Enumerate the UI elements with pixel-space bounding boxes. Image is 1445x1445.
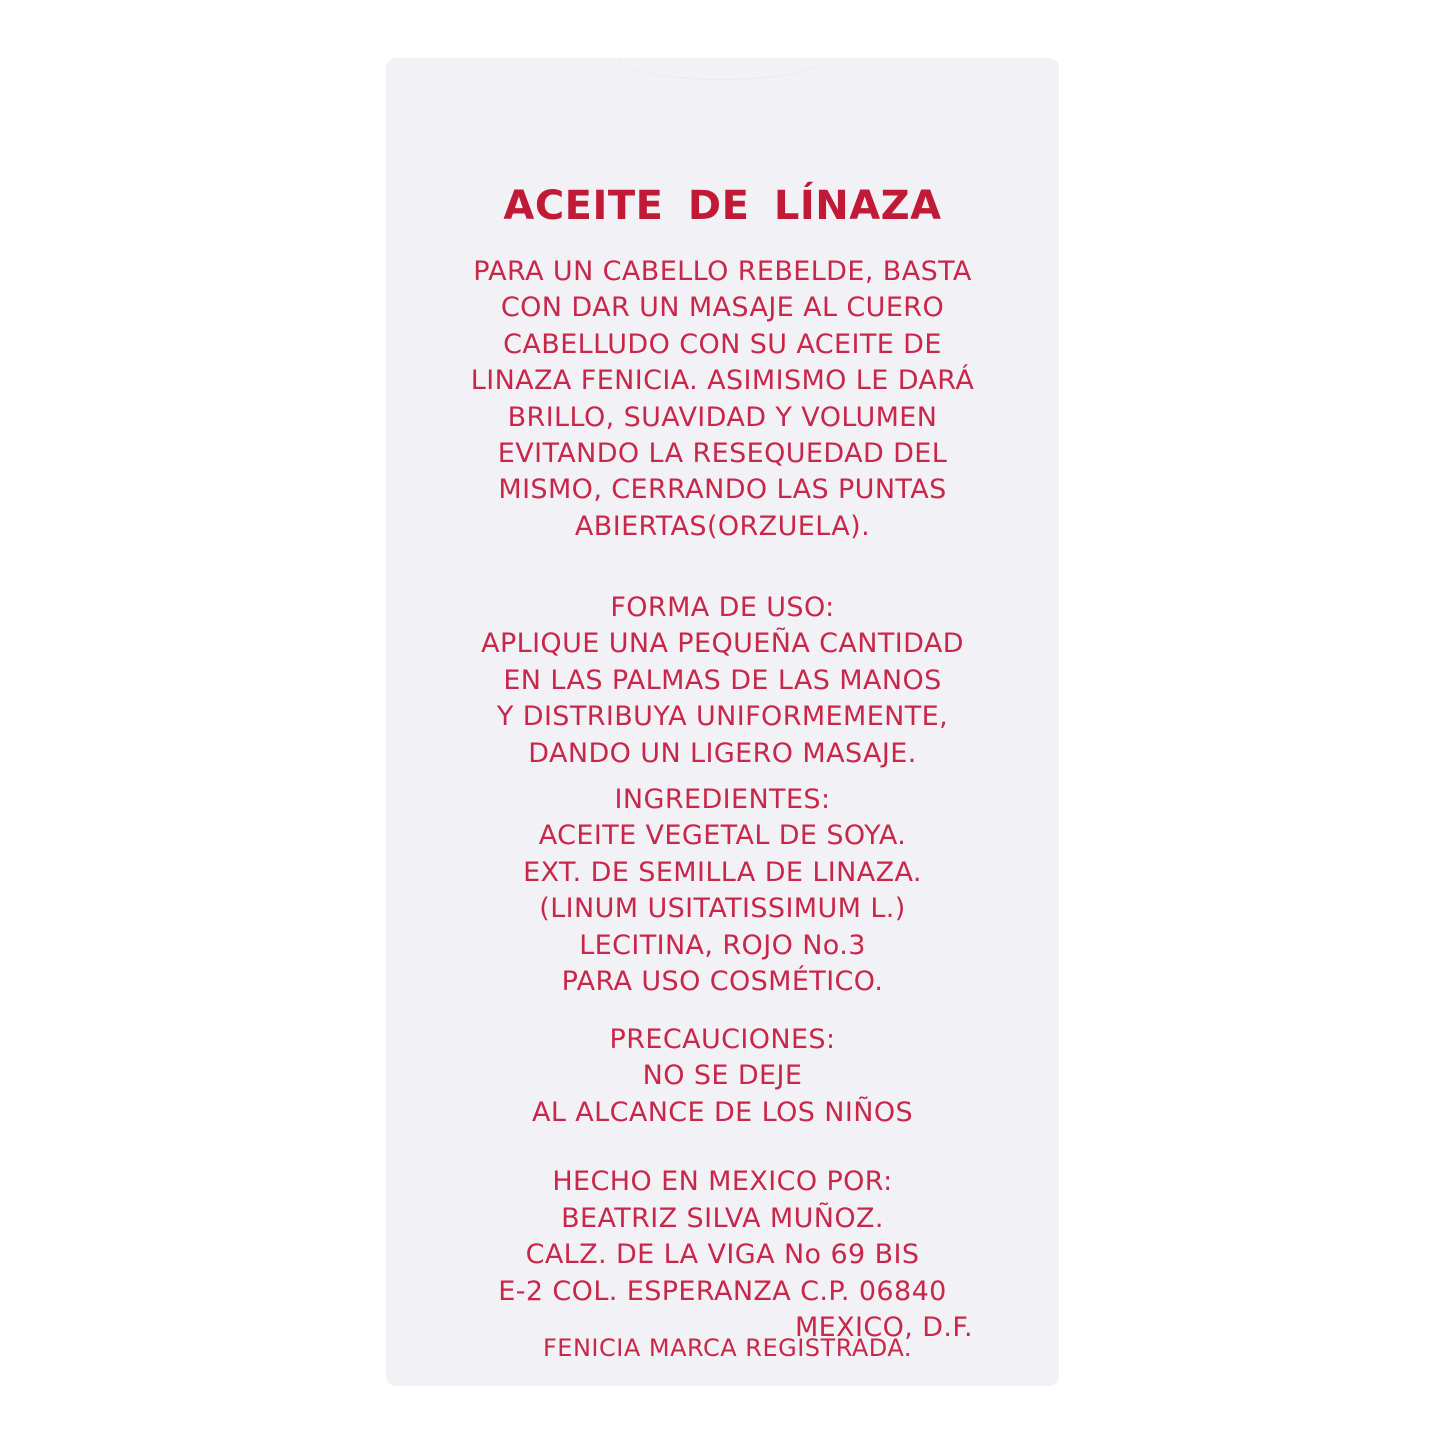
product-label-card (386, 58, 1059, 1386)
manufacturer-line: CALZ. DE LA VIGA No 69 BIS (525, 1239, 920, 1271)
precautions-heading: PRECAUCIONES: (609, 1024, 836, 1055)
trademark-notice: FENICIA MARCA REGISTRADA. (542, 1334, 912, 1362)
precaution-line: NO SE DEJE (642, 1060, 803, 1092)
precaution-line: AL ALCANCE DE LOS NIÑOS (531, 1096, 914, 1128)
usage-line: APLIQUE UNA PEQUEÑA CANTIDAD (481, 628, 964, 660)
description-line: MISMO, CERRANDO LAS PUNTAS (498, 474, 947, 506)
precautions-section (386, 1022, 1059, 1131)
description-line: PARA UN CABELLO REBELDE, BASTA (473, 256, 972, 287)
manufacturer-section (386, 1164, 1059, 1347)
usage-line: Y DISTRIBUYA UNIFORMEMENTE, (496, 701, 949, 733)
usage-line: DANDO UN LIGERO MASAJE. (528, 737, 917, 769)
manufacturer-city-line: MEXICO, D.F. (794, 1312, 973, 1344)
manufacturer-line: E-2 COL. ESPERANZA C.P. 06840 (498, 1275, 947, 1307)
ingredient-line: EXT. DE SEMILLA DE LINAZA. (523, 856, 922, 888)
description-line: BRILLO, SUAVIDAD Y VOLUMEN (507, 401, 938, 433)
manufacturer-line: BEATRIZ SILVA MUÑOZ. (561, 1202, 884, 1234)
ingredient-line: LECITINA, ROJO No.3 (579, 929, 866, 961)
product-title: ACEITE DE LÍNAZA (503, 183, 942, 229)
usage-heading: FORMA DE USO: (610, 592, 835, 623)
description-line: CON DAR UN MASAJE AL CUERO (500, 292, 945, 324)
manufacturer-line: HECHO EN MEXICO POR: (552, 1166, 893, 1197)
description-line: EVITANDO LA RESEQUEDAD DEL (497, 437, 948, 469)
ingredients-section (386, 782, 1059, 1000)
ingredient-line: PARA USO COSMÉTICO. (561, 965, 884, 997)
description-line: ABIERTAS(ORZUELA). (574, 510, 871, 542)
ingredient-line: (LINUM USITATISSIMUM L.) (539, 893, 906, 925)
usage-section (386, 590, 1059, 772)
description-line: LINAZA FENICIA. ASIMISMO LE DARÁ (470, 365, 975, 397)
card-notch (618, 58, 826, 80)
ingredient-line: ACEITE VEGETAL DE SOYA. (538, 820, 907, 852)
usage-line: EN LAS PALMAS DE LAS MANOS (503, 664, 942, 696)
description-line: CABELLUDO CON SU ACEITE DE (503, 328, 942, 360)
ingredients-heading: INGREDIENTES: (614, 784, 831, 815)
description-block (386, 254, 1059, 545)
